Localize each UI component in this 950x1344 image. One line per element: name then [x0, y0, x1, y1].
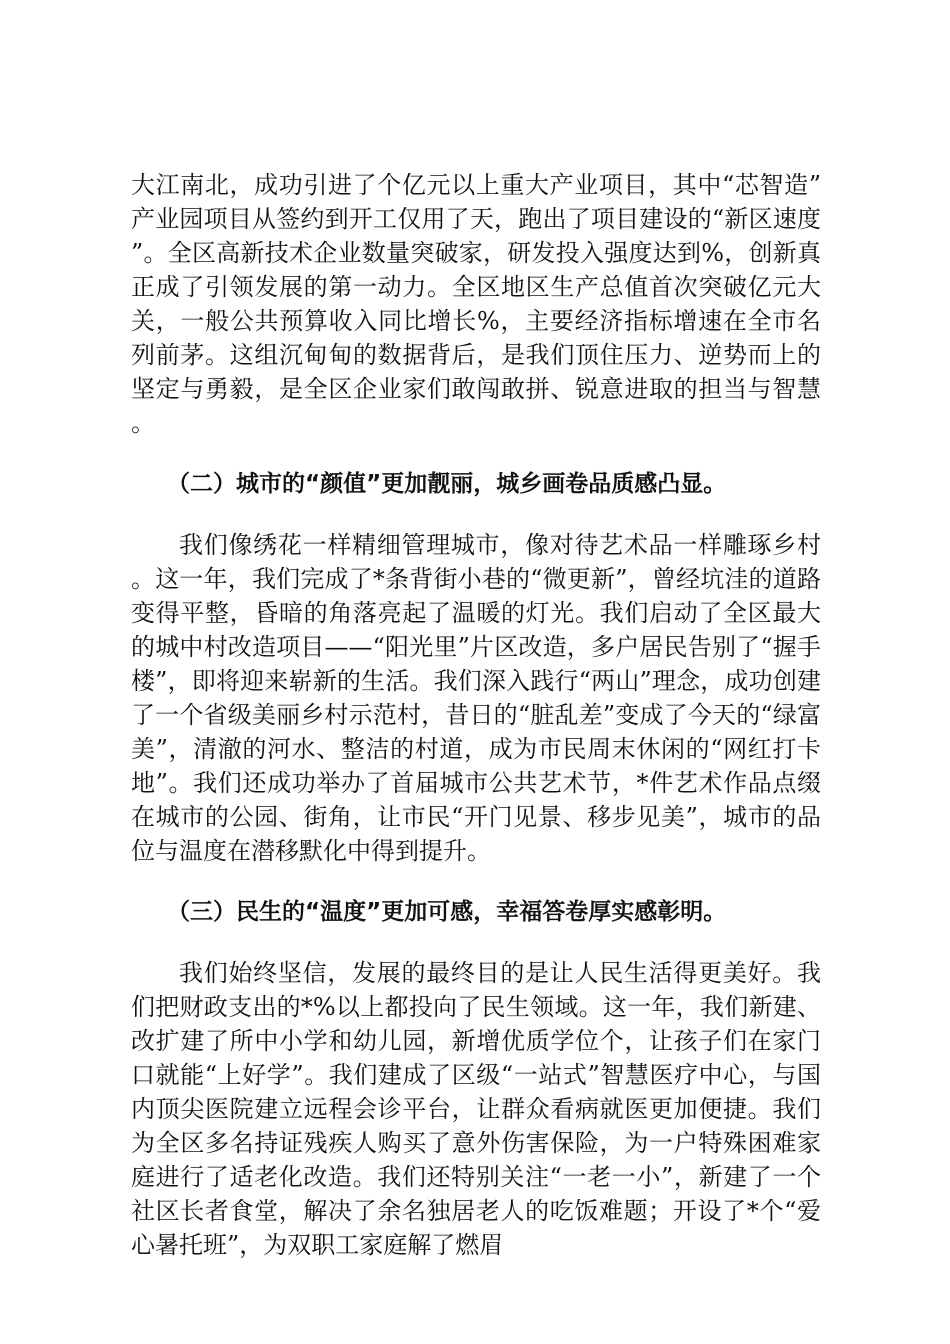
spacer — [131, 440, 821, 467]
section-heading-livelihood: （三）民生的“温度”更加可感，幸福答卷厚实感彰明。 — [167, 899, 727, 925]
spacer — [131, 868, 821, 895]
paragraph-livelihood: 我们始终坚信，发展的最终目的是让人民生活得更美好。我们把财政支出的*%以上都投向了民生领域。这一年，我们新建、改扩建了所中小学和幼儿园，新增优质学位个，让孩子们在家门口就能“上好学”。我们建成了区级“一站式”智慧医疗中心，与国内顶尖医院建立远程会诊平台，让群众看病就医更加便捷。我们为全区多名持证残疾人购买了意外伤害保险，为一户特殊困难家庭进行了适老化改造。我们还特别关注“一老一小”，新建了一个社区长者食堂，解决了余名独居老人的吃饭难题；开设了*个“爱心暑托班”，为双职工家庭解了燃眉 — [131, 959, 821, 1259]
paragraph-economy: 大江南北，成功引进了个亿元以上重大产业项目，其中“芯智造”产业园项目从签约到开工仅用了天，跑出了项目建设的“新区速度”。全区高新技术企业数量突破家，研发投入强度达到%，创新真正成了引领发展的第一动力。全区地区生产总值首次突破亿元大关，一般公共预算收入同比增长%，主要经济指标增速在全市名列前茅。这组沉甸甸的数据背后，是我们顶住压力、逆势而上的坚定与勇毅，是全区企业家们敢闯敢拼、锐意进取的担当与智慧。 — [131, 171, 821, 437]
spacer — [131, 501, 821, 528]
spacer — [131, 929, 821, 956]
paragraph-city: 我们像绣花一样精细管理城市，像对待艺术品一样雕琢乡村。这一年，我们完成了*条背街小巷的“微更新”，曾经坑洼的道路变得平整，昏暗的角落亮起了温暖的灯光。我们启动了全区最大的城中村改造项目——“阳光里”片区改造，多户居民告别了“握手楼”，即将迎来崭新的生活。我们深入践行“两山”理念，成功创建了一个省级美丽乡村示范村，昔日的“脏乱差”变成了今天的“绿富美”，清澈的河水、整洁的村道，成为市民周末休闲的“网红打卡地”。我们还成功举办了首届城市公共艺术节，*件艺术作品点缀在城市的公园、街角，让市民“开门见景、移步见美”，城市的品位与温度在潜移默化中得到提升。 — [131, 531, 821, 865]
section-heading-city: （二）城市的“颜值”更加靓丽，城乡画卷品质感凸显。 — [167, 471, 727, 497]
document-body — [131, 168, 821, 1262]
